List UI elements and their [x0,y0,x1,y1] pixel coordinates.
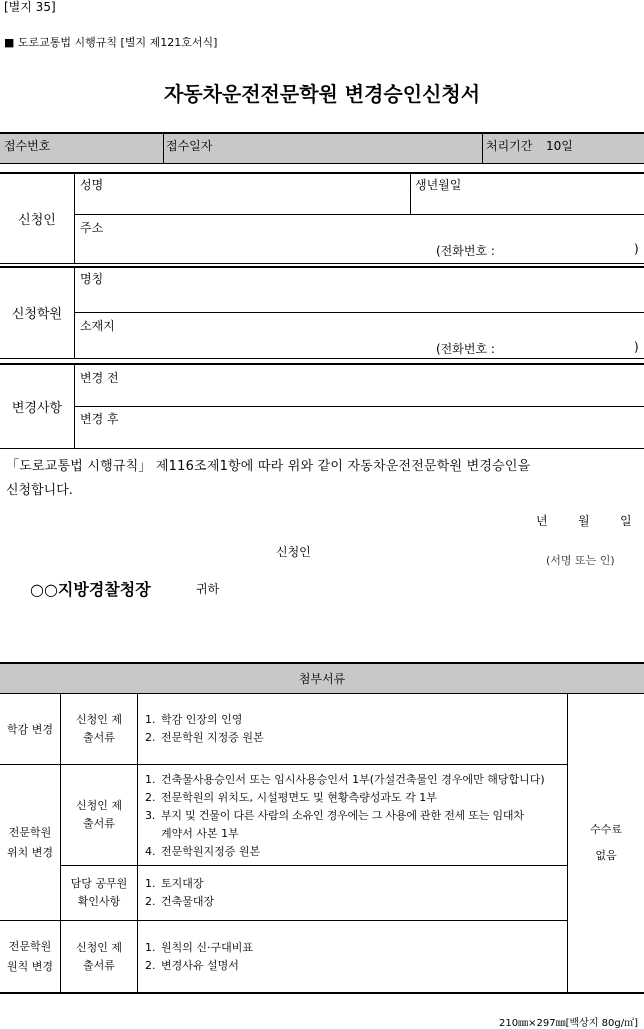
category-cell: 전문학원 위치 변경 [6,825,53,859]
birth-date-label: 생년월일 [415,178,462,192]
form-number: [별지 35] [4,0,56,14]
list-item: 3. 부지 및 건물이 다른 사람의 소유인 경우에는 그 사용에 관한 전세 또는 임대차 [145,809,524,822]
list-item: 1. 토지대장 [145,877,204,890]
honorific: 귀하 [196,582,220,596]
before-change-label: 변경 전 [80,371,119,385]
subject-cell: 신청인 제출서류 [75,799,122,830]
list-item: 1. 원칙의 신·구대비표 [145,941,254,954]
date-year-label: 년 [536,514,548,528]
name-label: 성명 [80,178,104,192]
fee-label: 수수료 [590,823,622,836]
address-label: 주소 [80,221,104,235]
school-phone-close: ) [634,340,639,354]
attachment-list [145,771,545,861]
school-section-label: 신청학원 [11,307,63,322]
list-item: 1. 건축물사용승인서 또는 임시사용승인서 1부(가설건축물인 경우에만 해당합니다) [145,773,545,786]
applicant-section-label: 신청인 [18,212,56,228]
list-item: 1. 학감 인장의 인영 [145,713,243,726]
category-cell: 전문학원 원칙 변경 [6,939,53,973]
regulation-line [4,34,217,50]
paper-spec: 210㎜×297㎜[백상지 80g/㎡] [499,1018,638,1029]
subject-cell: 신청인 제출서류 [75,940,122,972]
receipt-no-label: 접수번호 [4,139,51,153]
attachment-list [145,711,264,747]
list-item: 4. 전문학원지정증 원본 [145,845,261,858]
date-day-label: 일 [620,514,632,528]
attachments-header: 첨부서류 [298,671,346,686]
date-month-label: 월 [578,514,590,528]
school-phone-label: (전화번호 : [436,342,495,356]
attachment-list [145,875,214,911]
changes-section-label: 변경사항 [11,400,63,416]
signature-note: (서명 또는 인) [546,554,615,567]
school-name-label: 명칭 [80,272,104,286]
fee-cell [568,694,644,992]
applicant-phone-close: ) [634,242,639,256]
statement-line-2: 신청합니다. [6,483,73,498]
bullet-icon: ■ [4,36,15,49]
signer-label: 신청인 [276,545,311,559]
category-cell: 학감 변경 [6,723,53,736]
receipt-date-label: 접수일자 [166,139,213,153]
applicant-phone-label: (전화번호 : [436,244,495,258]
subject-cell: 신청인 제출서류 [75,713,122,744]
regulation-text: 도로교통법 시행규칙 [별지 제121호서식] [17,36,218,49]
list-item: 2. 변경사유 설명서 [145,959,239,972]
list-item: 2. 전문학원 지정증 원본 [145,731,264,744]
list-item: 2. 전문학원의 위치도, 시설평면도 및 현황측량성과도 각 1부 [145,791,437,804]
school-location-label: 소재지 [80,319,115,333]
statement-line-1: 「도로교통법 시행규칙」 제116조제1항에 따라 위와 같이 자동차운전전문학원 변경승인을 [6,459,531,474]
processing-period-label: 처리기간 [486,139,533,153]
processing-period-value: 10일 [546,139,573,153]
fee-value: 없음 [595,849,617,862]
attachment-list [145,939,253,975]
list-item: 2. 건축물대장 [145,895,215,908]
subject-cell: 담당 공무원 확인사항 [70,877,128,908]
after-change-label: 변경 후 [80,412,119,426]
recipient-title: ○○지방경찰청장 [30,580,151,599]
list-item: 계약서 사본 1부 [161,827,239,840]
page-title: 자동차운전전문학원 변경승인신청서 [163,82,481,106]
